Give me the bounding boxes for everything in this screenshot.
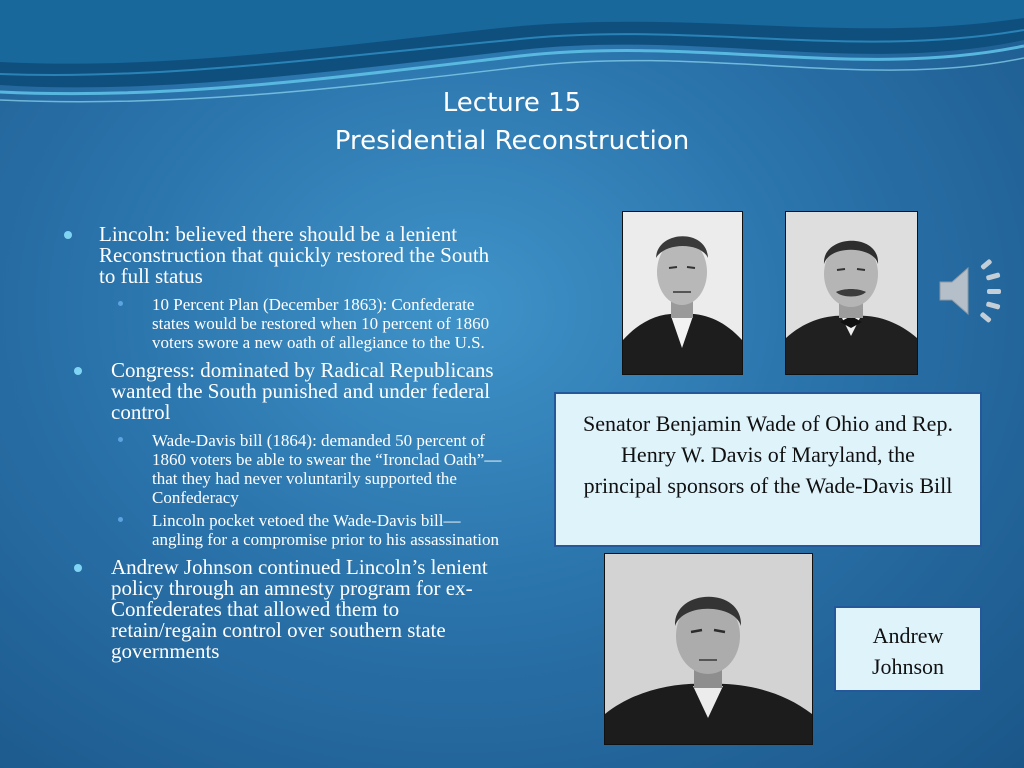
bullet-text: Andrew Johnson continued Lincoln’s lenient policy through an amnesty program for ex-Confederates that allowed them to retain/regain control over southern state governments — [111, 555, 488, 663]
johnson-caption-text: Andrew Johnson — [871, 623, 945, 679]
sub-bullet-item — [152, 511, 502, 549]
sub-bullet-item — [152, 431, 502, 507]
title-line-2: Presidential Reconstruction — [334, 126, 690, 156]
bullet-text: Congress: dominated by Radical Republicans wanted the South punished and under federal control — [111, 358, 494, 424]
title-line-1: Lecture 15 — [442, 88, 582, 118]
slide-title — [0, 84, 1024, 160]
sub-bullet-text: Lincoln pocket vetoed the Wade-Davis bill—angling for a compromise prior to his assassination — [152, 511, 500, 549]
bullet-dot-icon — [64, 231, 72, 239]
sub-bullet-text: 10 Percent Plan (December 1863): Confederate states would be restored when 10 percent of 1860 voters swore a new oath of allegiance to the U.S. — [152, 295, 490, 352]
bullet-item — [62, 360, 502, 423]
sub-bullet-item — [152, 295, 502, 352]
bullet-list — [62, 224, 502, 670]
sub-bullet-text: Wade-Davis bill (1864): demanded 50 percent of 1860 voters be able to swear the “Ironclad Oath”—that they had never voluntarily supported the Confederacy — [152, 431, 502, 507]
bullet-dot-icon — [74, 367, 82, 375]
wade-davis-caption-text: Senator Benjamin Wade of Ohio and Rep. Henry W. Davis of Maryland, the principal sponsors of the Wade-Davis Bill — [583, 411, 953, 498]
bullet-item — [62, 224, 502, 287]
portrait-andrew-johnson — [604, 553, 813, 745]
sub-bullet-dot-icon — [118, 437, 123, 442]
sub-bullet-dot-icon — [118, 301, 123, 306]
bullet-dot-icon — [74, 564, 82, 572]
speaker-icon[interactable] — [936, 258, 1006, 324]
wade-davis-caption — [554, 392, 982, 547]
johnson-caption — [834, 606, 982, 692]
portrait-henry-davis — [785, 211, 918, 375]
portrait-benjamin-wade — [622, 211, 743, 375]
bullet-text: Lincoln: believed there should be a lenient Reconstruction that quickly restored the South to full status — [99, 222, 490, 288]
bullet-item — [62, 557, 502, 662]
sub-bullet-dot-icon — [118, 517, 123, 522]
